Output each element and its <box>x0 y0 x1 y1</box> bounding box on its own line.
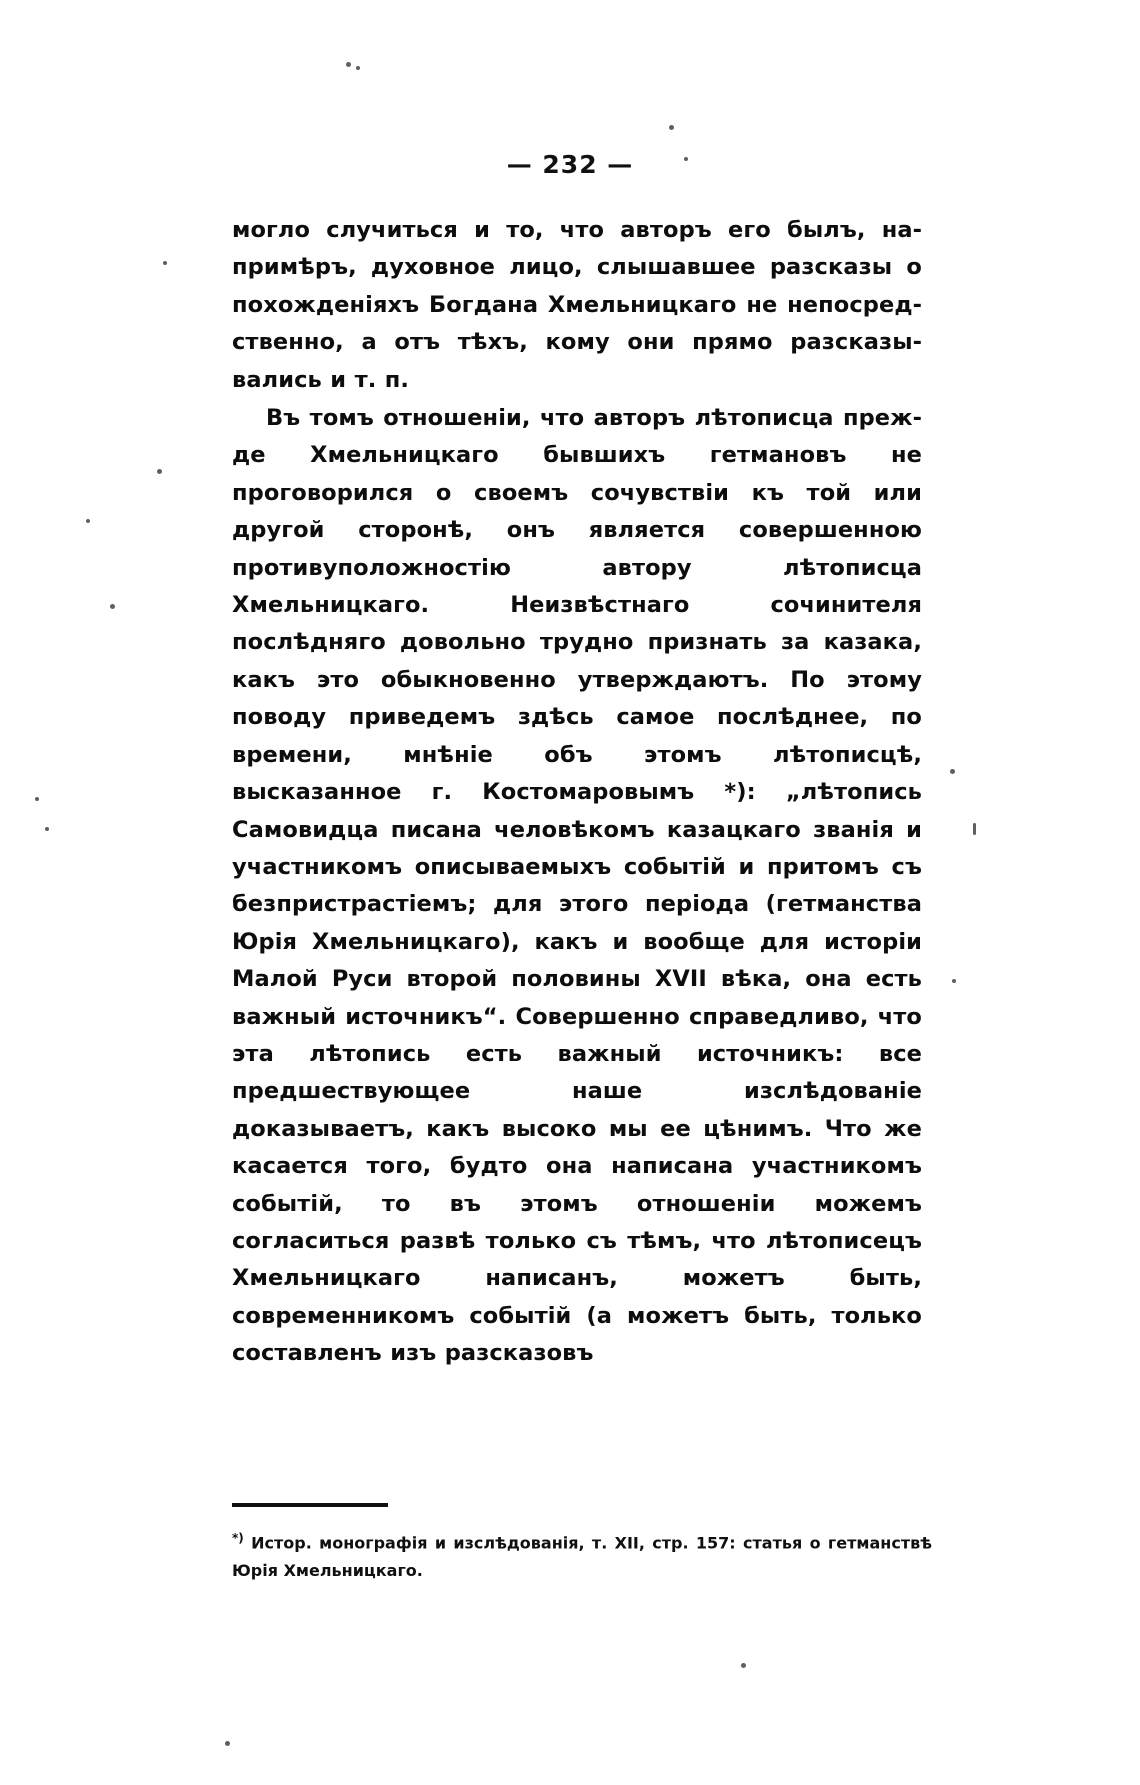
footnote-marker: *) <box>232 1531 244 1545</box>
page-body <box>232 212 922 1373</box>
footnote-text: Истор. монографія и изслѣдованія, т. XII, стр. 157: статья о гетманствѣ Юрія Хмельницкаго. <box>232 1533 932 1581</box>
paragraph-1: могло случиться и то, что авторъ его былъ, напримѣръ, духовное лицо, слышавшее разсказы о похожденіяхъ Богдана Хмельницкаго не непосредственно, а отъ тѣхъ, кому они прямо разсказывались и т. п. <box>232 217 922 393</box>
scan-speck <box>356 66 360 70</box>
footnote-divider <box>232 1503 388 1507</box>
page-number: — 232 — <box>506 150 634 179</box>
scan-speck <box>86 519 90 523</box>
scan-speck <box>45 827 49 831</box>
scan-speck <box>157 469 162 474</box>
scan-speck <box>950 769 955 774</box>
scan-speck <box>346 62 351 67</box>
scan-speck <box>225 1741 230 1746</box>
scan-speck <box>163 261 167 265</box>
scan-speck <box>952 979 956 983</box>
scan-speck <box>35 797 39 801</box>
paragraph-2: Въ томъ отношеніи, что авторъ лѣтописца прежде Хмельницкаго бывшихъ гетмановъ не проговорился о своемъ сочувствіи къ той или другой сторонѣ, онъ является совершенною противуположностію автору лѣтописца Хмельницкаго. Неизвѣстнаго сочинителя послѣдняго довольно трудно признать за казака, какъ это обыкновенно утверждаютъ. По этому поводу приведемъ здѣсь самое послѣднее, по времени, мнѣніе объ этомъ лѣтописцѣ, высказанное г. Костомаровымъ *): „лѣтопись Самовидца писана человѣкомъ казацкаго званія и участникомъ описываемыхъ событій и притомъ съ безпристрастіемъ; для этого періода (гетманства Юрія Хмельницкаго), какъ и вообще для исторіи Малой Руси второй половины XVII вѣка, она есть важный источникъ“. Совершенно справедливо, что эта лѣтопись есть важный источникъ: все предшествующее наше изслѣдованіе доказываетъ, какъ высоко мы ее цѣнимъ. Что же касается того, будто она написана участникомъ событій, то въ этомъ отношеніи можемъ согласиться развѣ только съ тѣмъ, что лѣтописецъ Хмельницкаго написанъ, можетъ быть, современникомъ событій (а можетъ быть, только составленъ изъ разсказовъ <box>232 405 922 1367</box>
scan-speck <box>973 823 976 835</box>
scan-speck <box>669 125 674 130</box>
scan-speck <box>741 1663 746 1668</box>
scan-speck <box>110 604 115 609</box>
footnote <box>232 1524 932 1585</box>
